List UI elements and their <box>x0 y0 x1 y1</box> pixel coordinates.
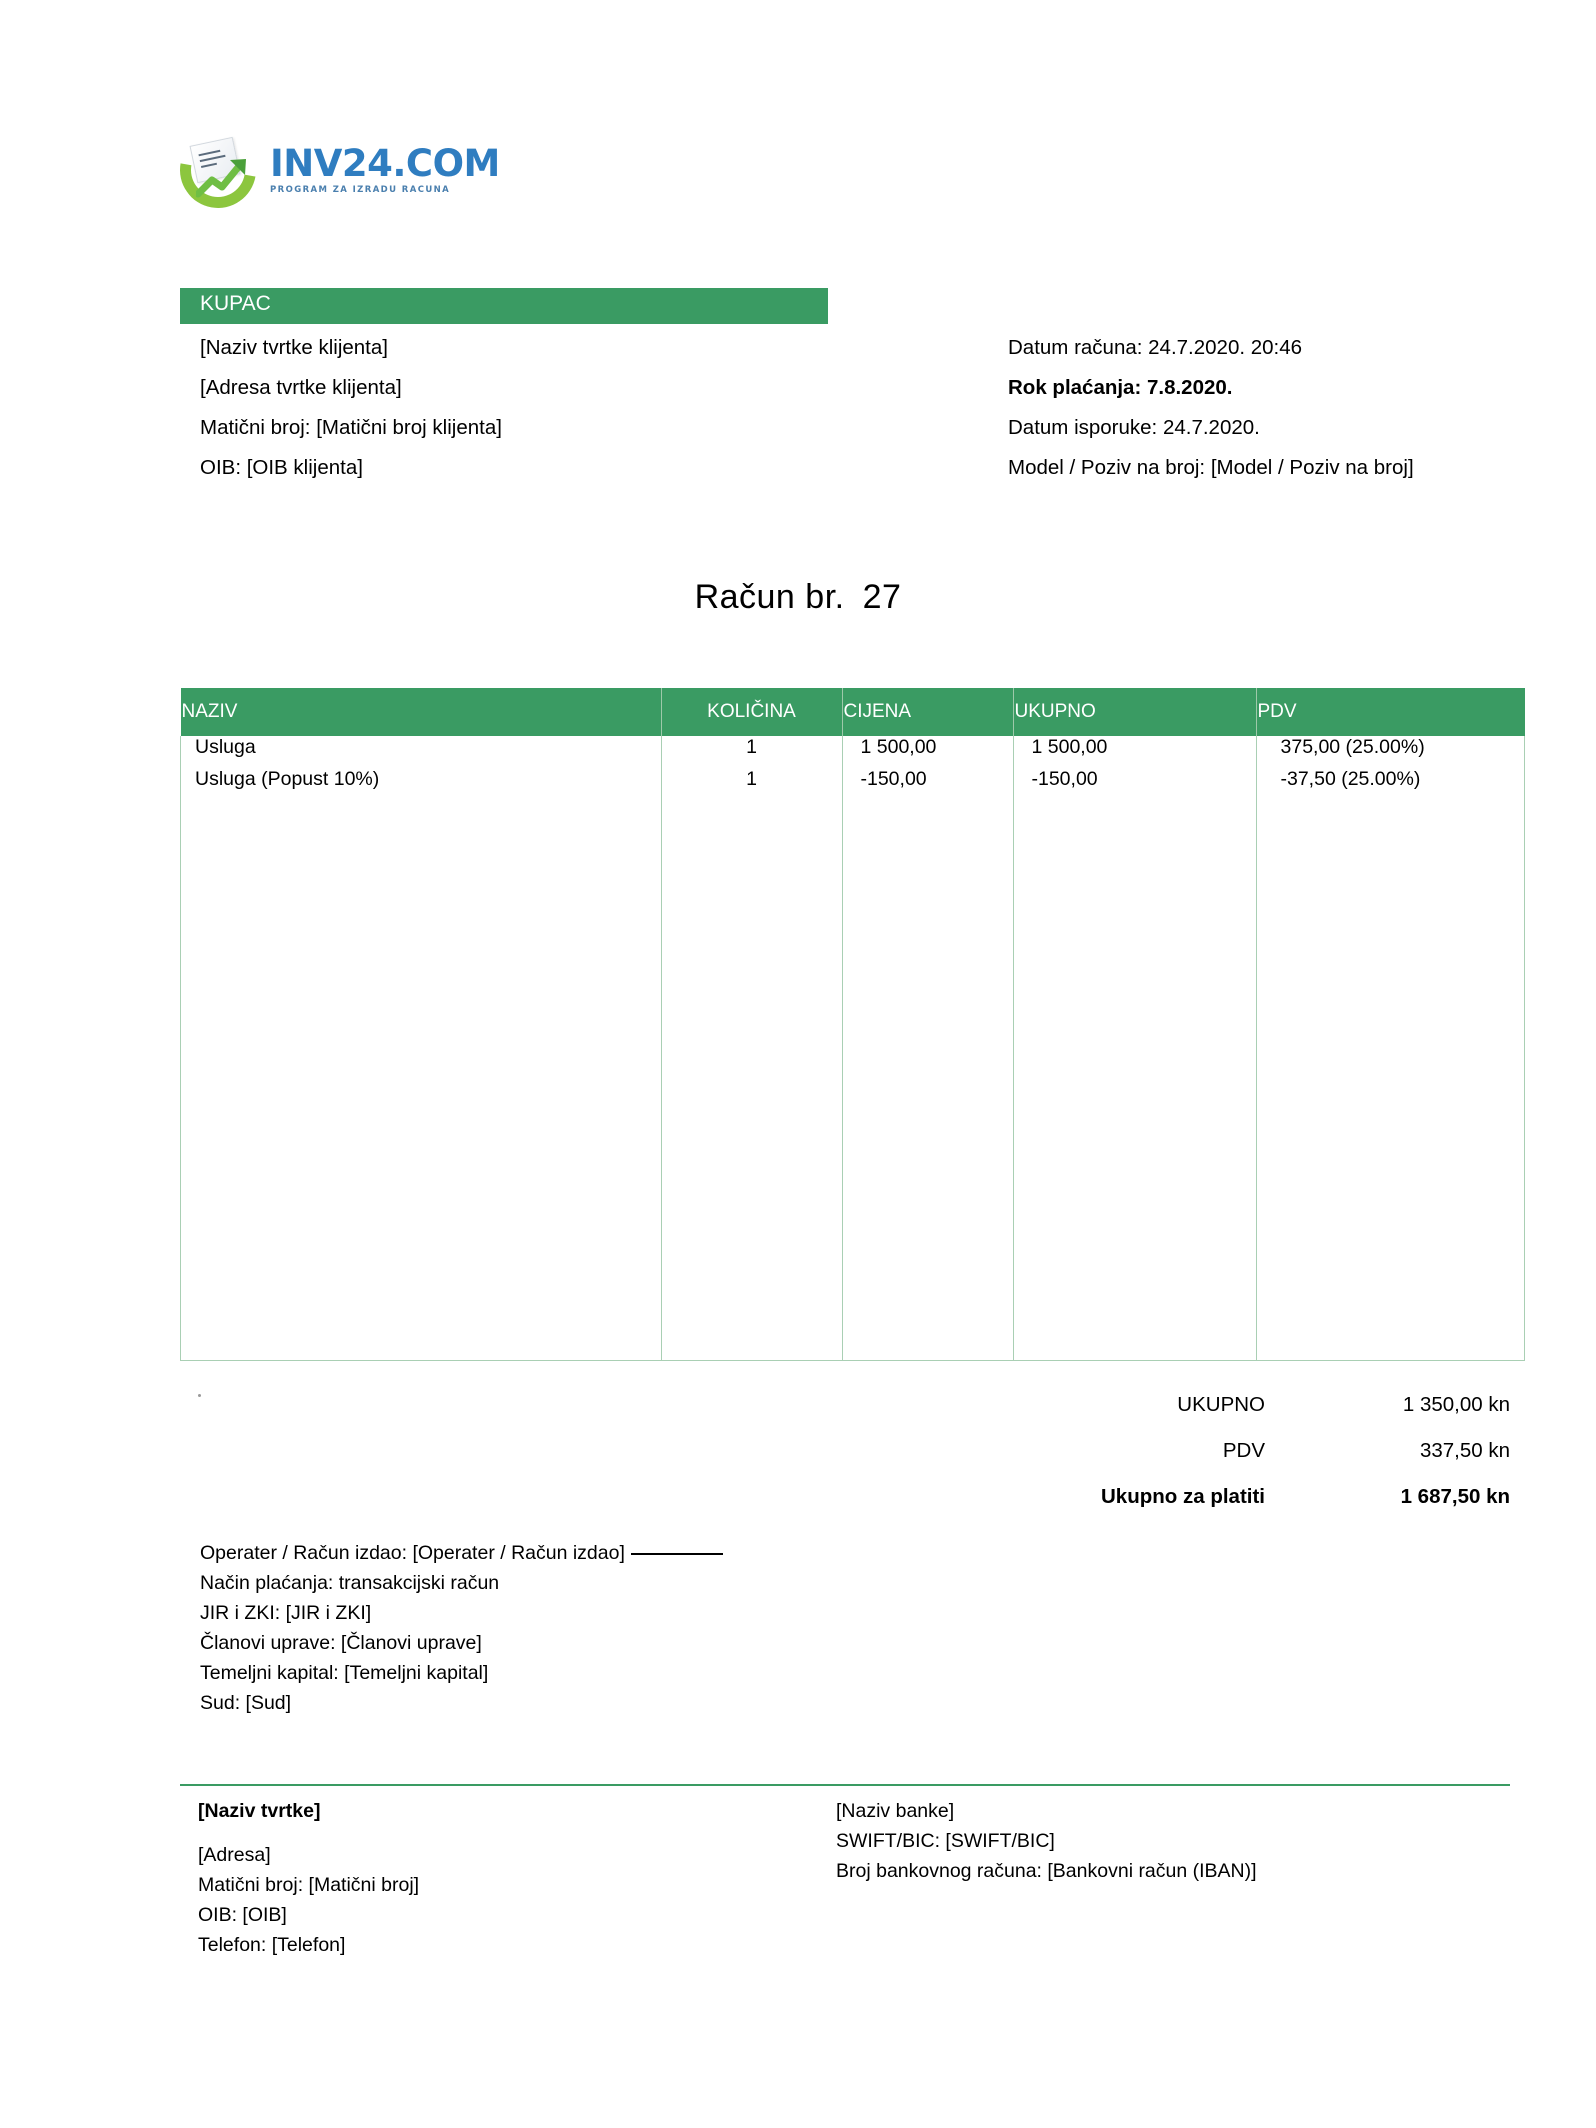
table-row <box>181 768 1525 800</box>
column-header-kolicina: KOLIČINA <box>661 688 842 736</box>
bank-details <box>836 1796 1476 1886</box>
empty-cell <box>181 800 662 1361</box>
cell-ukupno: 1 500,00 <box>1013 736 1256 768</box>
empty-cell <box>842 800 1013 1361</box>
buyer-oib: OIB: [OIB klijenta] <box>200 456 363 479</box>
note-jir-zki: JIR i ZKI: [JIR i ZKI] <box>200 1602 372 1624</box>
cell-cijena: -150,00 <box>842 768 1013 800</box>
page-title <box>0 578 1596 617</box>
brand-logo <box>180 132 500 208</box>
grand-total-label: Ukupno za platiti <box>1101 1485 1265 1508</box>
cell-pdv: -37,50 (25.00%) <box>1280 768 1421 790</box>
cell-ukupno: -150,00 <box>1013 768 1256 800</box>
subtotal-label: UKUPNO <box>1177 1393 1265 1416</box>
issuer-address: [Adresa] <box>198 1844 271 1866</box>
column-header-naziv: NAZIV <box>181 688 662 736</box>
invoice-notes <box>200 1538 1100 1718</box>
empty-cell <box>1256 800 1525 1361</box>
empty-cell <box>1013 800 1256 1361</box>
signature-line <box>631 1553 723 1555</box>
buyer-address: [Adresa tvrtke klijenta] <box>200 376 402 399</box>
cell-naziv: Usluga (Popust 10%) <box>181 768 662 800</box>
scan-artifact-dot <box>198 1394 201 1397</box>
invoice-dates <box>1008 328 1478 488</box>
delivery-date: Datum isporuke: 24.7.2020. <box>1008 416 1260 439</box>
bank-swift-bic: SWIFT/BIC: [SWIFT/BIC] <box>836 1830 1055 1852</box>
table-empty-space-row <box>181 800 1525 1361</box>
logo-arrow-icon <box>196 154 252 198</box>
buyer-details <box>200 328 860 488</box>
due-date: Rok plaćanja: 7.8.2020. <box>1008 376 1233 399</box>
table-header-row <box>181 688 1525 736</box>
subtotal-value: 1 350,00 kn <box>1402 1393 1510 1416</box>
cell-pdv: 375,00 (25.00%) <box>1280 736 1425 758</box>
note-share-capital: Temeljni kapital: [Temeljni kapital] <box>200 1662 489 1684</box>
column-header-pdv: PDV <box>1256 688 1525 736</box>
issuer-registration-number: Matični broj: [Matični broj] <box>198 1874 420 1896</box>
table-row <box>181 736 1525 768</box>
bank-account-number: Broj bankovnog računa: [Bankovni račun (IBAN)] <box>836 1860 1257 1882</box>
buyer-registration-number: Matični broj: [Matični broj klijenta] <box>200 416 502 439</box>
column-header-ukupno: UKUPNO <box>1013 688 1256 736</box>
logo-tagline: PROGRAM ZA IZRADU RACUNA <box>270 185 451 196</box>
issuer-details <box>198 1796 758 1960</box>
issuer-oib: OIB: [OIB] <box>198 1904 287 1926</box>
bank-name: [Naziv banke] <box>836 1800 955 1822</box>
cell-kolicina: 1 <box>661 736 842 768</box>
vat-label: PDV <box>1222 1439 1265 1462</box>
note-payment-method: Način plaćanja: transakcijski račun <box>200 1572 500 1594</box>
buyer-company-name: [Naziv tvrtke klijenta] <box>200 336 388 359</box>
cell-naziv: Usluga <box>181 736 662 768</box>
note-court: Sud: [Sud] <box>200 1692 292 1714</box>
vat-value: 337,50 kn <box>1419 1439 1510 1462</box>
column-header-cijena: CIJENA <box>842 688 1013 736</box>
line-items-table <box>180 688 1525 1361</box>
note-operator-text: Operater / Račun izdao: [Operater / Račun izdao] <box>200 1542 625 1564</box>
totals-block <box>1000 1382 1510 1520</box>
issuer-company-name: [Naziv tvrtke] <box>198 1800 321 1822</box>
footer-divider <box>180 1784 1510 1786</box>
totals-row-subtotal <box>1000 1382 1510 1428</box>
totals-row-vat <box>1000 1428 1510 1474</box>
invoice-number: 27 <box>862 578 902 616</box>
model-reference-number: Model / Poziv na broj: [Model / Poziv na broj] <box>1008 456 1414 479</box>
logo-growth-icon <box>180 132 256 208</box>
note-board-members: Članovi uprave: [Članovi uprave] <box>200 1632 482 1654</box>
invoice-date: Datum računa: 24.7.2020. 20:46 <box>1008 336 1303 359</box>
note-operator <box>200 1538 1100 1568</box>
logo-wordmark: INV24.COM <box>270 142 500 186</box>
cell-kolicina: 1 <box>661 768 842 800</box>
grand-total-value: 1 687,50 kn <box>1400 1485 1510 1508</box>
buyer-section-header: KUPAC <box>180 288 828 324</box>
invoice-title-label: Račun br. <box>694 578 845 616</box>
issuer-phone: Telefon: [Telefon] <box>198 1934 346 1956</box>
totals-row-grand <box>1000 1474 1510 1520</box>
empty-cell <box>661 800 842 1361</box>
cell-cijena: 1 500,00 <box>842 736 1013 768</box>
